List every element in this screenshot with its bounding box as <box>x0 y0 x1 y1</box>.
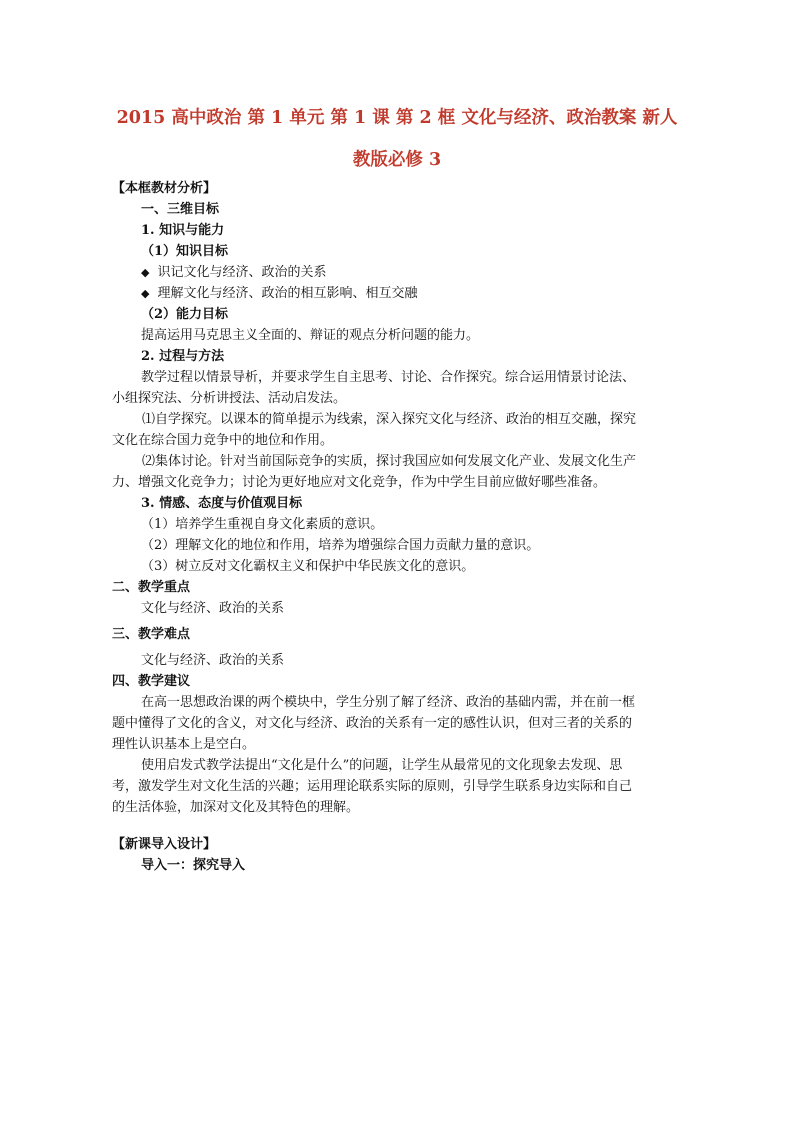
paragraph-line: 力、增强文化竞争力；讨论为更好地应对文化竞争，作为中学生目前应做好哪些准备。 <box>112 475 607 490</box>
list-item <box>141 285 417 302</box>
paragraph-line: 理性认识基本上是空白。 <box>112 737 256 752</box>
suggestion-header: 四、教学建议 <box>112 674 191 689</box>
process-method-header: 2. 过程与方法 <box>141 349 225 364</box>
ability-goal-header: （2）能力目标 <box>141 307 229 322</box>
paragraph-line: 小组探究法、分析讲授法、活动启发法。 <box>112 391 347 406</box>
paragraph-line: 提高运用马克思主义全面的、辩证的观点分析问题的能力。 <box>141 328 480 343</box>
paragraph-line: 文化与经济、政治的关系 <box>141 601 285 616</box>
paragraph-line: 教学过程以情景导析，并要求学生自主思考、讨论、合作探究。综合运用情景讨论法、 <box>141 370 636 385</box>
bullet-text: 识记文化与经济、政治的关系 <box>157 265 327 280</box>
paragraph-line: （3）树立反对文化霸权主义和保护中华民族文化的意识。 <box>141 559 475 574</box>
list-item <box>141 264 326 281</box>
paragraph-line: 题中懂得了文化的含义，对文化与经济、政治的关系有一定的感性认识，但对三者的关系的 <box>112 716 633 731</box>
paragraph-line: 考，激发学生对文化生活的兴趣；运用理论联系实际的原则，引导学生联系身边实际和自己 <box>112 779 633 794</box>
paragraph-line: （1）培养学生重视自身文化素质的意识。 <box>141 517 384 532</box>
knowledge-goal-header: （1）知识目标 <box>141 244 229 259</box>
emotion-header: 3. 情感、态度与价值观目标 <box>141 496 303 511</box>
difficulty-header: 三、教学难点 <box>112 627 191 642</box>
document-title-line1: 2015 高中政治 第 1 单元 第 1 课 第 2 框 文化与经济、政治教案 新人 <box>116 108 678 128</box>
key-points-header: 二、教学重点 <box>112 580 191 595</box>
paragraph-line: ⑴自学探究。以课本的简单提示为线索，深入探究文化与经济、政治的相互交融，探究 <box>142 412 637 427</box>
intro-one-header: 导入一：探究导入 <box>141 858 246 873</box>
paragraph-line: 在高一思想政治课的两个模块中，学生分别了解了经济、政治的基础内需，并在前一框 <box>141 695 636 710</box>
paragraph-line: （2）理解文化的地位和作用，培养为增强综合国力贡献力量的意识。 <box>141 538 540 553</box>
diamond-bullet-icon: ◆ <box>141 287 150 300</box>
bullet-text: 理解文化与经济、政治的相互影响、相互交融 <box>157 286 418 301</box>
section-analysis-header: 【本框教材分析】 <box>112 181 217 196</box>
knowledge-ability-header: 1. 知识与能力 <box>141 223 225 238</box>
paragraph-line: ⑵集体讨论。针对当前国际竞争的实质，探讨我国应如何发展文化产业、发展文化生产 <box>142 454 637 469</box>
intro-design-header: 【新课导入设计】 <box>112 837 217 852</box>
document-title-line2: 教版必修 3 <box>352 150 442 170</box>
diamond-bullet-icon: ◆ <box>141 266 150 279</box>
paragraph-line: 使用启发式教学法提出“文化是什么”的问题，让学生从最常见的文化现象去发现、思 <box>141 758 623 773</box>
goals-header: 一、三维目标 <box>141 202 220 217</box>
paragraph-line: 文化与经济、政治的关系 <box>141 653 285 668</box>
paragraph-line: 的生活体验，加深对文化及其特色的理解。 <box>112 800 360 815</box>
paragraph-line: 文化在综合国力竞争中的地位和作用。 <box>112 433 334 448</box>
